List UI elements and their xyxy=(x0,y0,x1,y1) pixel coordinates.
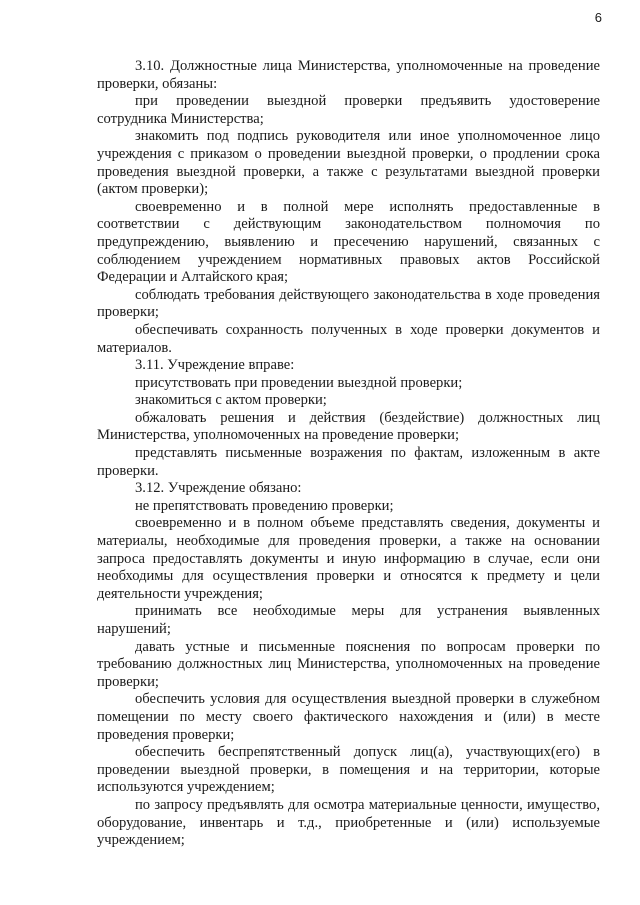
paragraph: представлять письменные возражения по фактам, изложенным в акте проверки. xyxy=(97,445,600,479)
paragraph: присутствовать при проведении выездной проверки; xyxy=(135,374,463,391)
paragraph: знакомиться с актом проверки; xyxy=(135,392,327,409)
paragraph: принимать все необходимые меры для устранения выявленных нарушений; xyxy=(97,603,600,637)
paragraph: при проведении выездной проверки предъявить удостоверение сотрудника Министерства; xyxy=(97,93,600,127)
paragraph-3-10: 3.10. Должностные лица Министерства, уполномоченные на проведение проверки, обязаны: xyxy=(97,58,600,92)
paragraph: своевременно и в полном объеме представлять сведения, документы и материалы, необходимые для проведения проверки, а также на основании запроса предоставлять документы и иную информацию в случае, если они необходимы для осуществления проверки и относятся к предмету и цели деятельности учреждения; xyxy=(97,515,600,602)
paragraph: соблюдать требования действующего законодательства в ходе проведения проверки; xyxy=(97,286,600,321)
paragraph: обеспечить беспрепятственный допуск лиц(а), участвующих(его) в проведении выездной проверки, в помещения и на территории, которые используются учреждением; xyxy=(97,744,600,796)
paragraph: своевременно и в полной мере исполнять предоставленные в соответствии с действующим законодательством полномочия по предупреждению, выявлению и пресечению нарушений, связанных с соблюдением учреждением нормативных правовых актов Российской Федерации и Алтайского края; xyxy=(97,198,600,286)
paragraph-3-12: 3.12. Учреждение обязано: xyxy=(135,480,302,497)
paragraph: обеспечивать сохранность полученных в ходе проверки документов и материалов. xyxy=(97,321,600,356)
document-body xyxy=(97,58,600,850)
paragraph: не препятствовать проведению проверки; xyxy=(135,497,394,514)
paragraph: обжаловать решения и действия (бездействие) должностных лиц Министерства, уполномоченных на проведение проверки; xyxy=(97,409,600,444)
paragraph-3-11: 3.11. Учреждение вправе: xyxy=(135,357,295,374)
page-number: 6 xyxy=(594,10,602,25)
paragraph: обеспечить условия для осуществления выездной проверки в служебном помещении по месту своего фактического нахождения и (или) в месте проведения проверки; xyxy=(97,691,600,743)
paragraph: по запросу предъявлять для осмотра материальные ценности, имущество, оборудование, инвентарь и т.д., приобретенные и (или) используемые учреждением; xyxy=(97,796,600,849)
paragraph: знакомить под подпись руководителя или иное уполномоченное лицо учреждения с приказом о проведении выездной проверки, о продлении срока проведения выездной проверки, а также с результатами выездной проверки (актом проверки); xyxy=(97,128,600,198)
paragraph: давать устные и письменные пояснения по вопросам проверки по требованию должностных лиц Министерства, уполномоченных на проведение проверки; xyxy=(97,638,600,690)
